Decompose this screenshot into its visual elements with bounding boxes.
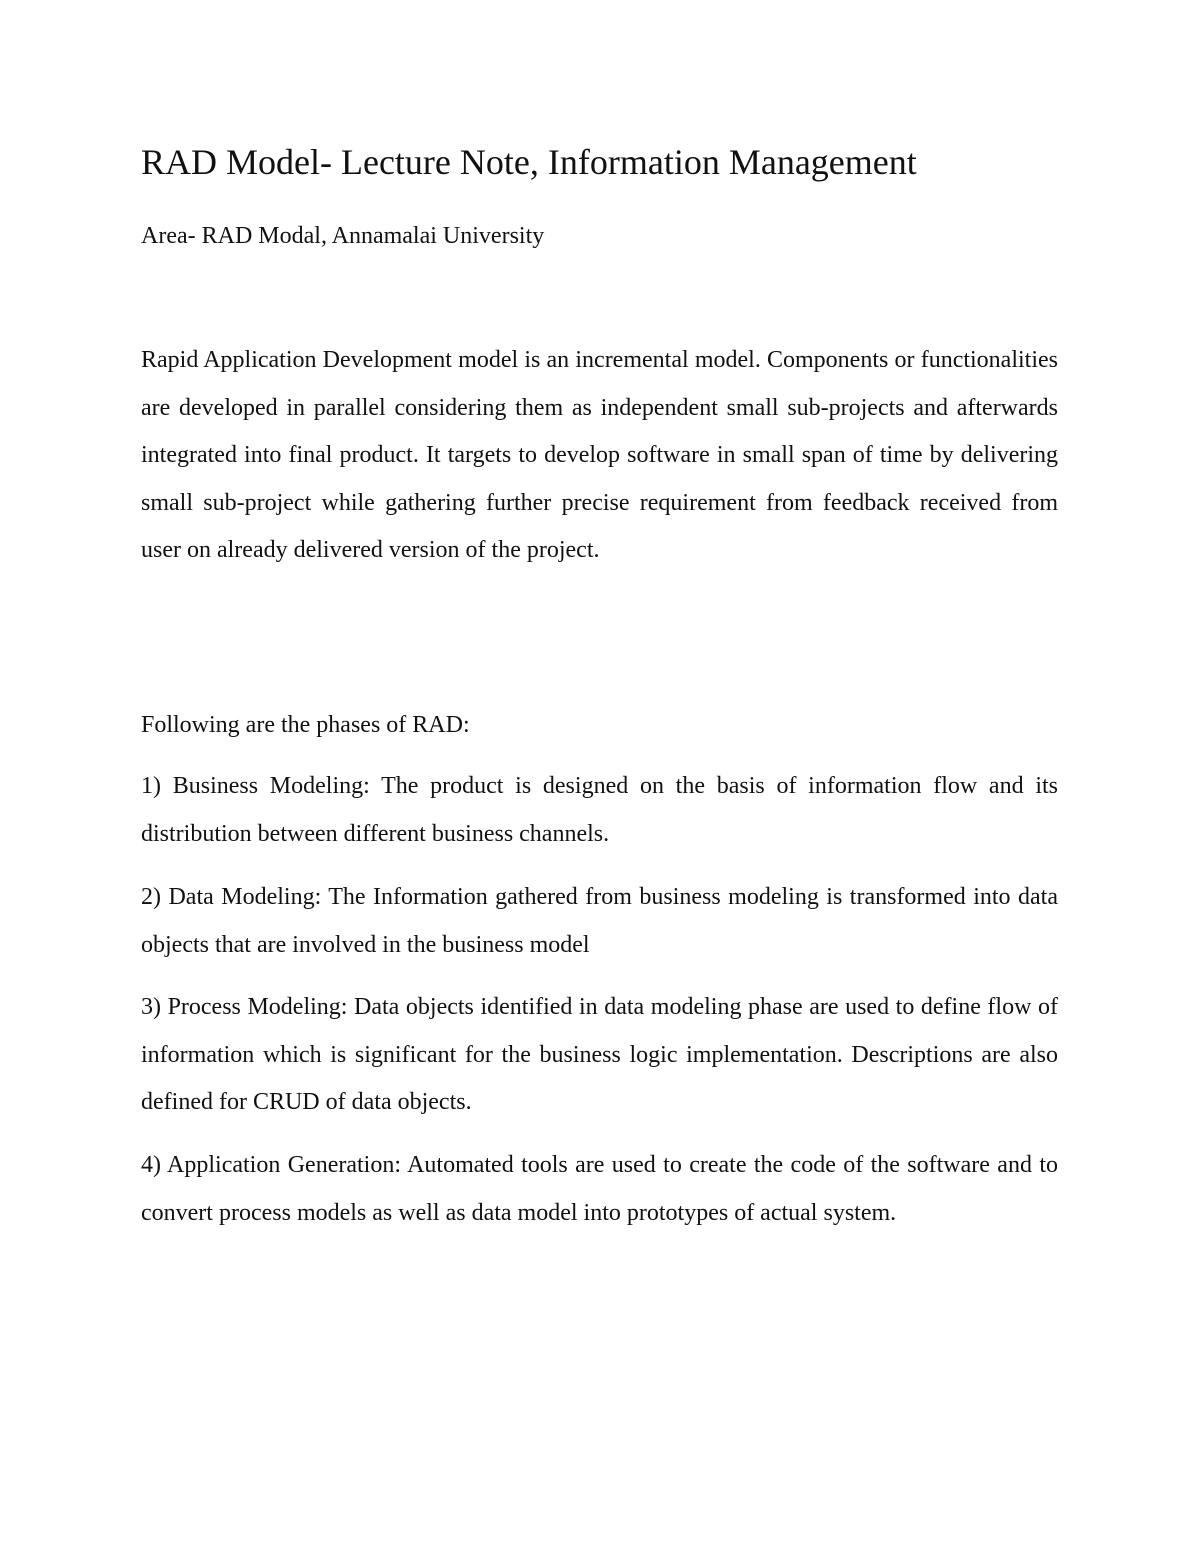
phase-item-process-modeling: 3) Process Modeling: Data objects identified in data modeling phase are used to define flow of information which is significant for the business logic implementation. Descriptions are also defined for CRUD of data objects.	[141, 994, 1058, 1115]
phase-item-business-modeling: 1) Business Modeling: The product is designed on the basis of information flow and its distribution between different business channels.	[141, 773, 1058, 847]
phase-item-application-generation: 4) Application Generation: Automated tools are used to create the code of the software and to convert process models as well as data model into prototypes of actual system.	[141, 1152, 1058, 1226]
phase-item-data-modeling: 2) Data Modeling: The Information gathered from business modeling is transformed into data objects that are involved in the business model	[141, 884, 1058, 958]
phases-heading: Following are the phases of RAD:	[141, 712, 470, 738]
intro-paragraph: Rapid Application Development model is an incremental model. Components or functionalities are developed in parallel considering them as independent small sub-projects and afterwards integrated into final product. It targets to develop software in small span of time by delivering small sub-project while gathering further precise requirement from feedback received from user on already delivered version of the project.	[141, 347, 1058, 563]
document-subtitle: Area- RAD Modal, Annamalai University	[141, 223, 545, 249]
document-title: RAD Model- Lecture Note, Information Management	[141, 142, 917, 182]
